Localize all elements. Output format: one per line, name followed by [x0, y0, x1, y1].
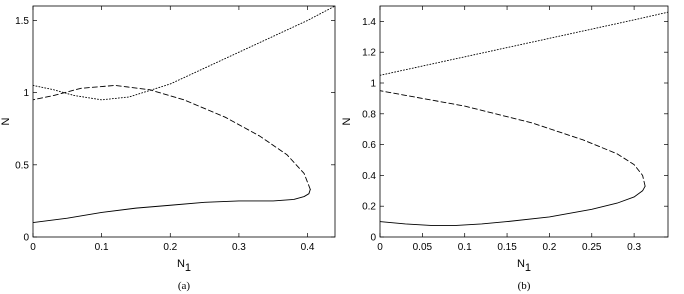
x-tick-label: 0: [30, 242, 36, 253]
series-solid-line: [380, 186, 645, 225]
y-tick-label: 1: [370, 78, 376, 90]
x-tick-label: 0.3: [231, 242, 246, 253]
series-group: [33, 6, 335, 223]
x-tick-label: 0: [377, 242, 383, 253]
panel-caption: (a): [177, 280, 191, 292]
series-dashed-line: [33, 85, 310, 189]
x-axis-label: [517, 258, 531, 274]
x-axis-label-main: N: [176, 258, 185, 270]
series-group: [380, 12, 668, 225]
x-axis-label: [177, 258, 191, 274]
x-tick-label: 0.3: [627, 242, 642, 253]
plot-frame: [33, 6, 335, 237]
x-tick-label: 0.4: [300, 242, 315, 253]
y-tick-label: 1.5: [15, 15, 29, 27]
y-tick-label: 1.4: [362, 16, 376, 28]
y-tick-label: 1.2: [362, 47, 376, 59]
panel-caption: (b): [517, 280, 531, 292]
y-tick-label: 0.5: [15, 160, 29, 172]
panel-b: [341, 6, 668, 292]
x-tick-label: 0.2: [163, 242, 178, 253]
x-tick-label: 0.1: [94, 242, 109, 253]
y-tick-label: 0: [370, 232, 376, 244]
y-tick-label: 0.4: [362, 170, 376, 182]
y-axis-label: N: [341, 117, 353, 126]
y-tick-label: 1: [23, 88, 29, 100]
x-axis-label-subscript: 1: [184, 262, 192, 274]
x-axis-label-subscript: 1: [524, 262, 532, 274]
panel-a: [0, 6, 335, 292]
y-tick-label: 0.2: [362, 201, 376, 213]
series-dashed-line: [380, 91, 645, 186]
y-tick-label: 0: [23, 232, 29, 244]
plot-frame: [380, 6, 668, 237]
series-solid-line: [33, 189, 310, 222]
x-tick-label: 0.1: [457, 242, 472, 253]
y-tick-label: 0.6: [362, 140, 376, 152]
series-dotted-line: [380, 12, 668, 75]
series-dotted-line: [33, 6, 335, 100]
x-tick-label: 0.2: [542, 242, 557, 253]
y-tick-label: 0.8: [362, 109, 376, 121]
x-tick-label: 0.05: [412, 242, 433, 253]
x-tick-label: 0.25: [582, 242, 602, 253]
x-axis-label-main: N: [516, 258, 525, 270]
y-axis-label: N: [0, 117, 12, 126]
x-tick-label: 0.15: [497, 242, 517, 253]
